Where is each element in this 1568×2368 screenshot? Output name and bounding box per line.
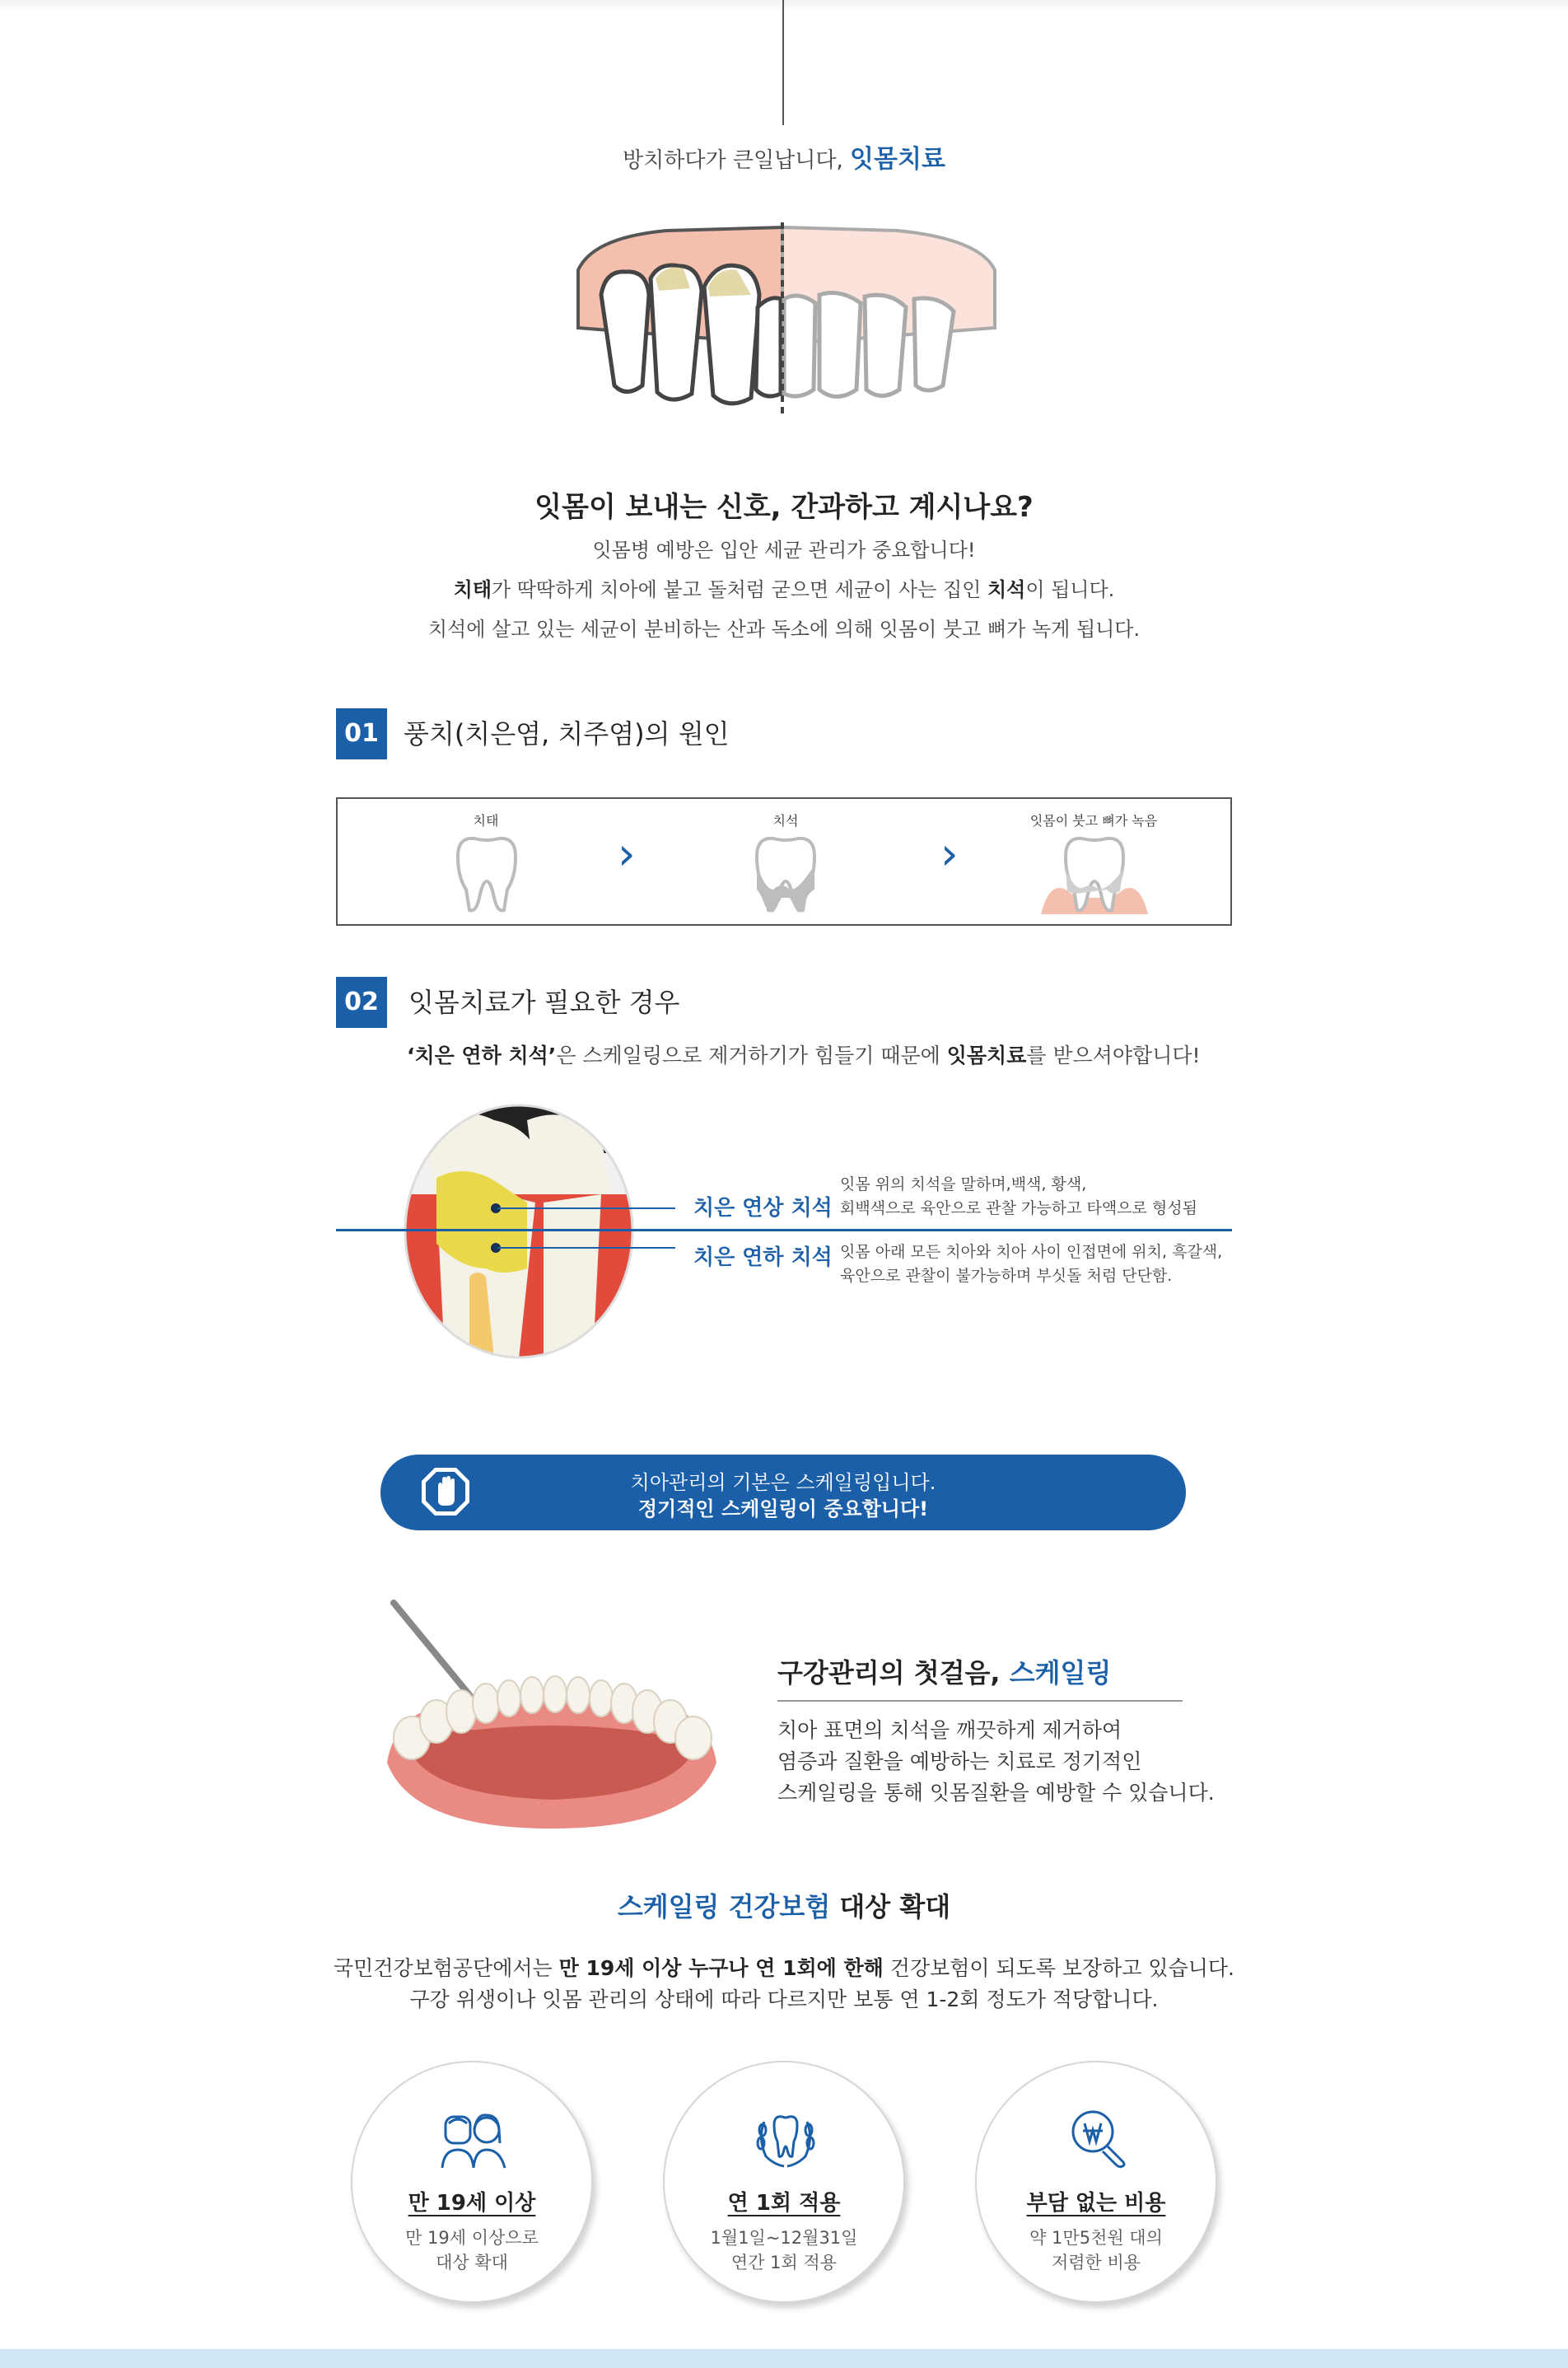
scaling-desc [777, 1715, 1215, 1809]
benefit-card-age [351, 2061, 593, 2303]
insurance-title-rest: 대상 확대 [839, 1891, 951, 1922]
benefit-frequency-desc-2: 연간 1회 적용 [730, 2253, 838, 2272]
hero-lead-text: 방치하다가 큰일납니다, [623, 148, 843, 173]
intro-line-2-text-1: 가 딱딱하게 치아에 붙고 돌처럼 굳으면 세균이 사는 집인 [492, 578, 987, 601]
benefit-frequency-title: 연 1회 적용 [727, 2191, 841, 2216]
cause-process-box [336, 797, 1232, 926]
connector-line [782, 0, 784, 125]
intro-question: 잇몸이 보내는 신호, 간과하고 계시나요? [534, 491, 1034, 524]
benefit-cost-desc-2: 저렴한 비용 [1051, 2253, 1141, 2272]
bottom-band [0, 2349, 1568, 2368]
benefit-age-desc [352, 2226, 591, 2275]
scaling-title-highlight: 스케일링 [1009, 1657, 1112, 1688]
supragingival-desc [840, 1173, 1197, 1221]
tooth-tartar-icon [749, 832, 823, 914]
insurance-line-1-text-2: 건강보험이 되도록 보장하고 있습니다. [883, 1956, 1234, 1980]
scaling-jaw-illustration [379, 1598, 725, 1837]
step-gum-swelling-label: 잇몸이 붓고 뼈가 녹음 [1029, 813, 1158, 829]
gum-teeth-illustration [568, 221, 1005, 418]
top-shadow-band [0, 0, 1568, 12]
hero-headline [0, 138, 1568, 175]
insurance-title-blue: 스케일링 건강보험 [617, 1891, 831, 1922]
hero-highlight: 잇몸치료 [850, 145, 945, 174]
insurance-line-1-text-1: 국민건강보험공단에서는 [334, 1956, 559, 1980]
tooth-laurel-icon [753, 2105, 819, 2171]
benefit-card-cost [975, 2061, 1217, 2303]
chevron-right-icon: › [940, 828, 959, 880]
step-tartar-label: 치석 [772, 813, 799, 829]
benefit-frequency-desc-1: 1월1일~12월31일 [710, 2228, 858, 2248]
people-icon [441, 2105, 506, 2171]
section-2-title: 잇몸치료가 필요한 경우 [408, 987, 680, 1018]
note-bold-2: 잇몸치료 [946, 1044, 1027, 1067]
note-text-2: 를 받으셔야합니다! [1026, 1044, 1201, 1067]
benefit-cost-desc [977, 2226, 1216, 2275]
pointer-line-above [497, 1207, 675, 1209]
benefit-cost-desc-1: 약 1만5천원 대의 [1029, 2228, 1163, 2248]
note-bold-1: ‘치은 연하 치석’ [407, 1044, 557, 1067]
section-1-title: 풍치(치은염, 치주염)의 원인 [404, 718, 730, 750]
tooth-gum-swelling-icon [1041, 832, 1148, 922]
pointer-line-below [497, 1247, 675, 1249]
benefit-frequency-desc [665, 2226, 903, 2275]
gum-line-divider [336, 1229, 1232, 1231]
scaling-desc-2: 염증과 질환을 예방하는 치료로 정기적인 [777, 1749, 1142, 1773]
chevron-right-icon: › [618, 828, 636, 880]
note-text-1: 은 스케일링으로 제거하기가 힘들기 때문에 [556, 1044, 947, 1067]
section-2-number: 02 [336, 977, 387, 1028]
supragingival-desc-1: 잇몸 위의 치석을 말하며,백색, 황색, [840, 1175, 1087, 1193]
tooth-plaque-icon [450, 832, 524, 914]
intro-line-3: 치석에 살고 있는 세균이 분비하는 산과 독소에 의해 잇몸이 붓고 뼈가 녹게 됩니다. [427, 618, 1141, 641]
benefit-age-desc-1: 만 19세 이상으로 [405, 2228, 539, 2248]
scaling-title [777, 1652, 1111, 1690]
banner-line-1: 치아관리의 기본은 스케일링입니다. [630, 1471, 936, 1494]
subgingival-desc [840, 1240, 1222, 1288]
section-1-number: 01 [336, 708, 387, 759]
intro-line-2-bold-1: 치태 [453, 578, 492, 601]
insurance-title [0, 1886, 1568, 1924]
subgingival-desc-2: 육안으로 관찰이 불가능하며 부싯돌 처럼 단단함. [840, 1267, 1173, 1285]
subgingival-desc-1: 잇몸 아래 모든 치아와 치아 사이 인접면에 위치, 흑갈색, [840, 1243, 1223, 1261]
benefit-cost-title: 부담 없는 비용 [1026, 2191, 1166, 2216]
scaling-title-text: 구강관리의 첫걸음, [777, 1657, 1001, 1688]
step-plaque-label: 치태 [473, 813, 499, 829]
section-2-note [407, 1039, 1201, 1069]
intro-line-1: 잇몸병 예방은 입안 세균 관리가 중요합니다! [592, 539, 976, 562]
tooth-cross-section-illustration [404, 1104, 634, 1359]
supragingival-label: 치은 연상 치석 [693, 1196, 833, 1221]
scaling-desc-1: 치아 표면의 치석을 깨끗하게 제거하여 [777, 1718, 1122, 1742]
insurance-line-1 [0, 1952, 1568, 1982]
banner-line-2: 정기적인 스케일링이 중요합니다! [637, 1497, 929, 1520]
scaling-banner [380, 1455, 1186, 1530]
insurance-line-1-bold: 만 19세 이상 누구나 연 1회에 한해 [558, 1956, 884, 1980]
supragingival-desc-2: 회백색으로 육안으로 관찰 가능하고 타액으로 형성됨 [840, 1199, 1197, 1217]
scaling-title-underline [777, 1700, 1183, 1702]
benefit-card-frequency [663, 2061, 905, 2303]
won-magnifier-icon [1065, 2105, 1131, 2171]
benefit-age-title: 만 19세 이상 [408, 2191, 536, 2216]
intro-line-2-text-2: 이 됩니다. [1025, 578, 1115, 601]
intro-line-2-bold-2: 치석 [987, 578, 1026, 601]
insurance-line-2: 구강 위생이나 잇몸 관리의 상태에 따라 다르지만 보통 연 1-2회 정도가 적당합니다. [409, 1987, 1159, 2011]
subgingival-label: 치은 연하 치석 [693, 1245, 833, 1270]
intro-line-2 [0, 573, 1568, 602]
benefit-age-desc-2: 대상 확대 [436, 2253, 508, 2272]
scaling-desc-3: 스케일링을 통해 잇몸질환을 예방할 수 있습니다. [777, 1781, 1215, 1805]
